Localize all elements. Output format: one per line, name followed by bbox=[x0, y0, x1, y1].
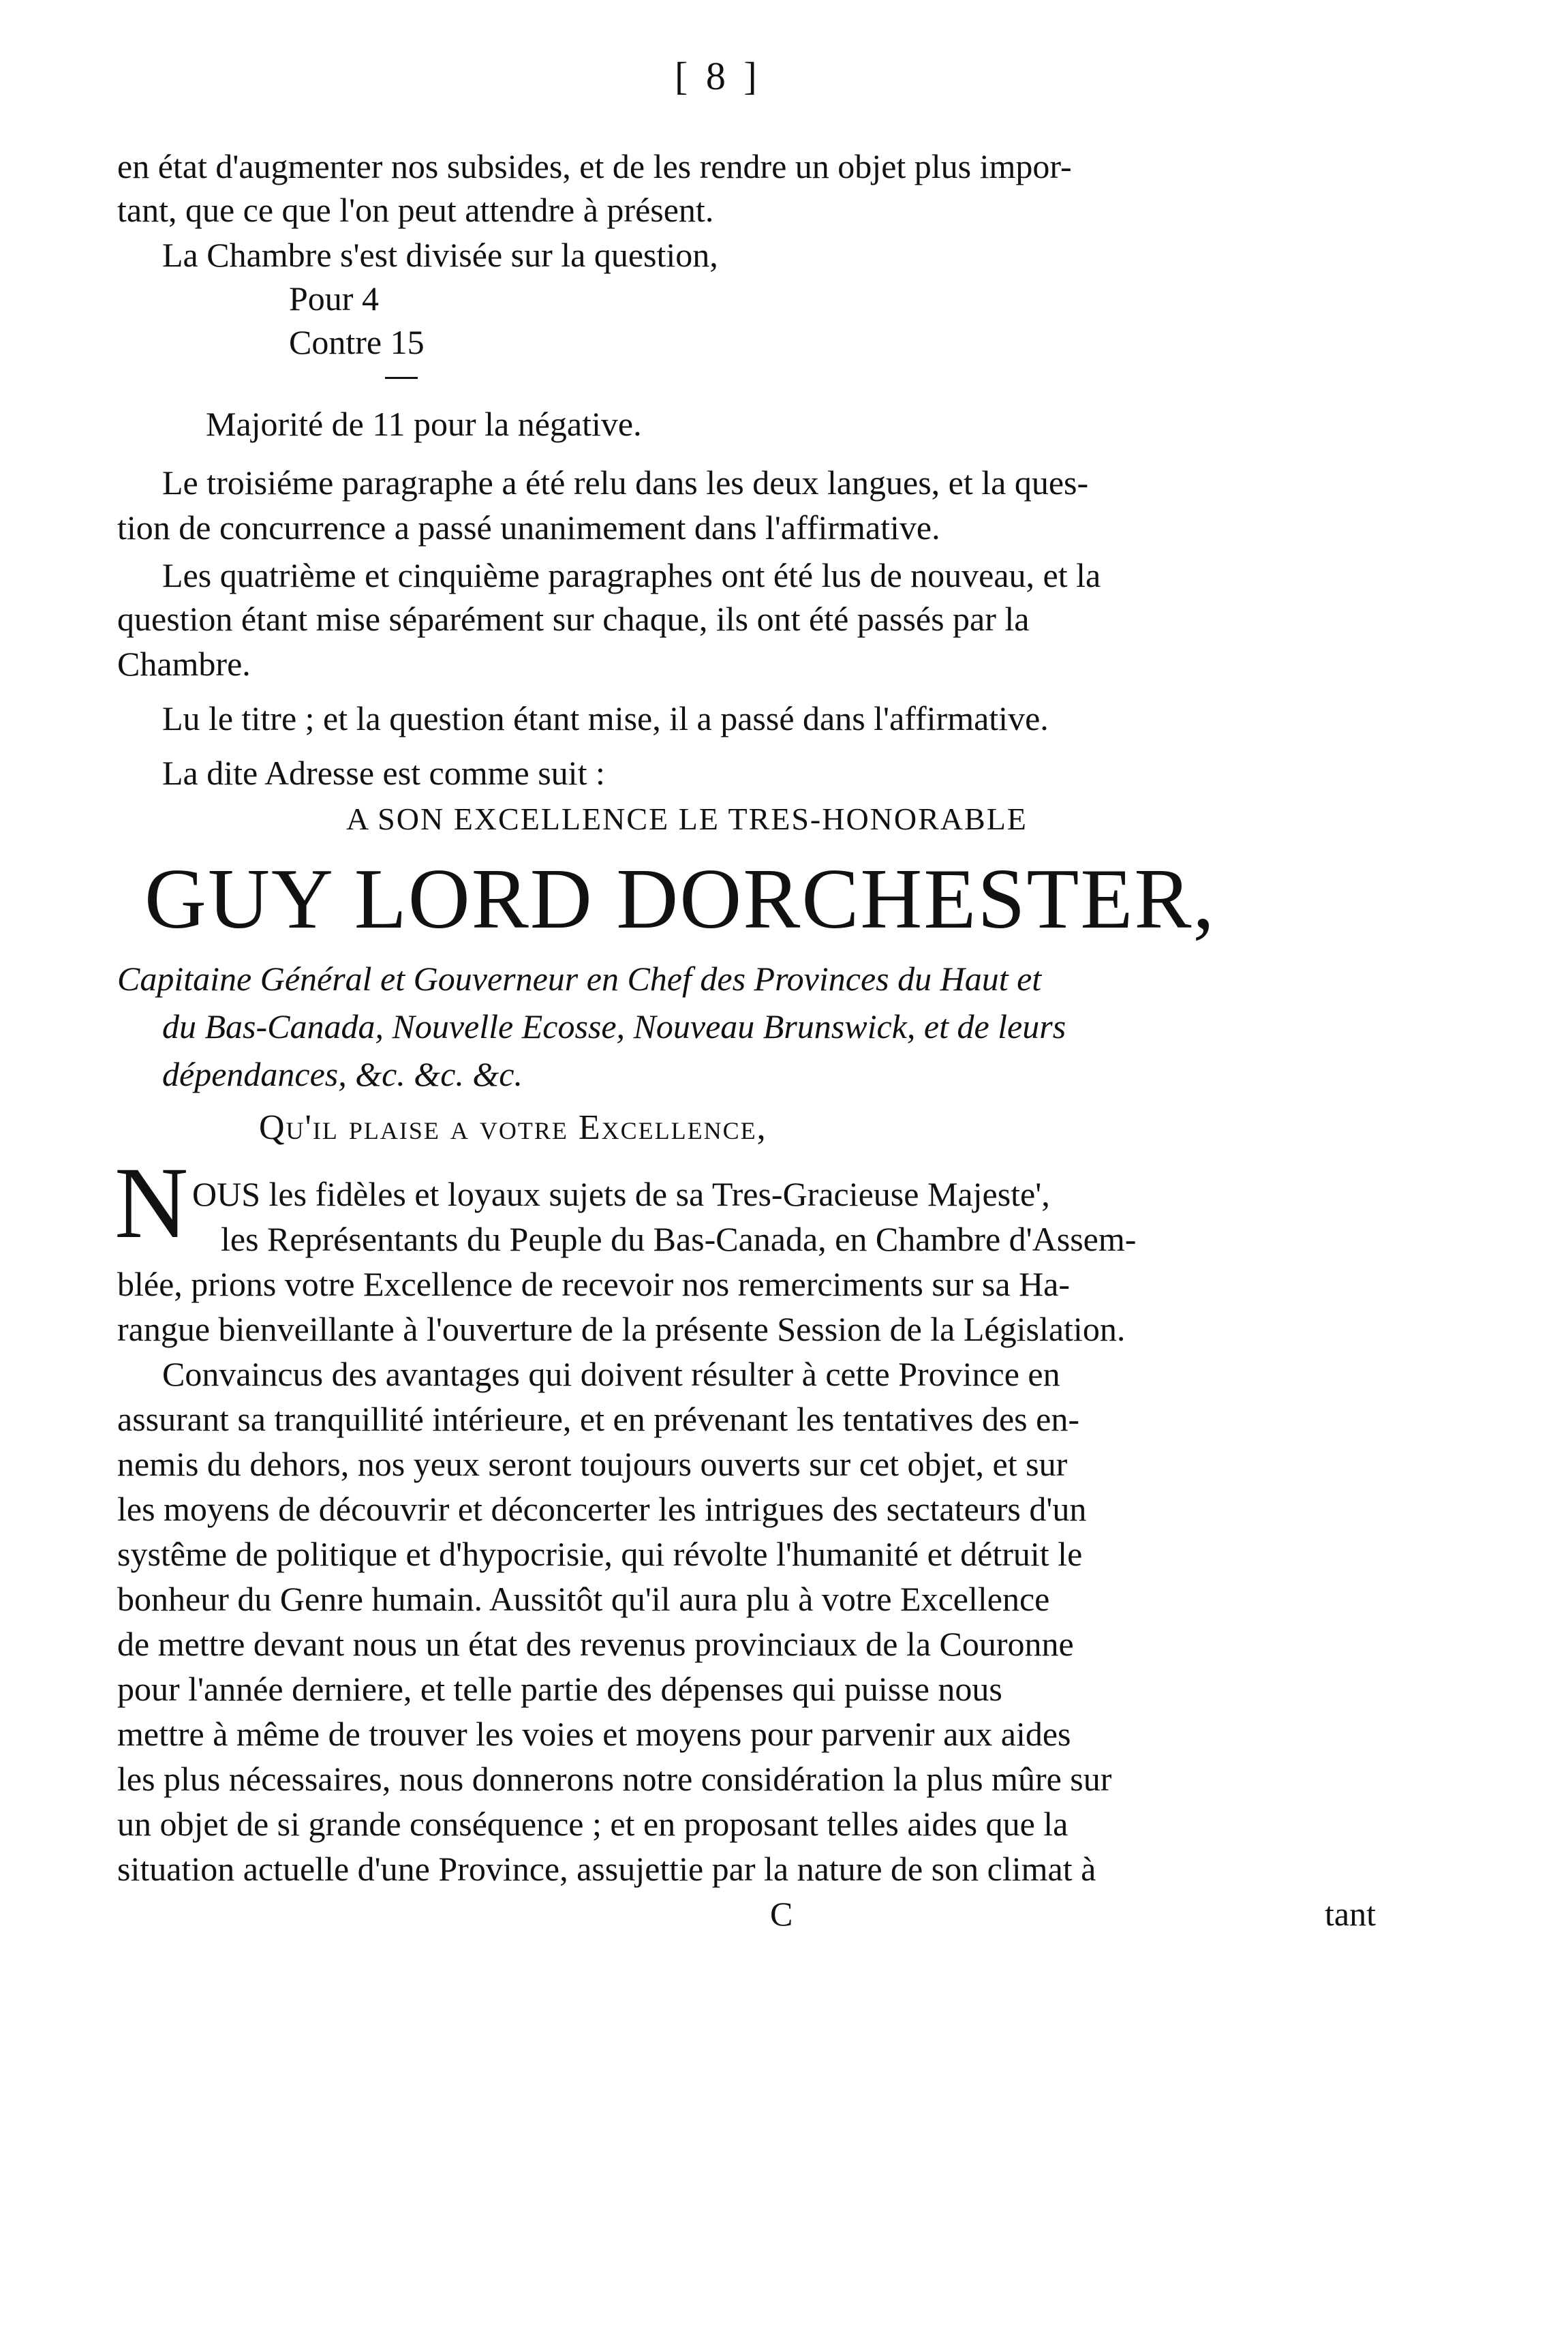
third-paragraph-line-1: Le troisiéme paragraphe a été relu dans les deux langues, et la ques- bbox=[162, 463, 1089, 502]
body-line-2: les Représentants du Peuple du Bas-Canada, en Chambre d'Assem- bbox=[221, 1220, 1137, 1258]
body-line-6: assurant sa tranquillité intérieure, et en prévenant les tentatives des en- bbox=[117, 1400, 1079, 1438]
addressee-name: GUY LORD DORCHESTER, bbox=[144, 852, 1216, 947]
body-line-7: nemis du dehors, nos yeux seront toujours ouverts sur cet objet, et sur bbox=[117, 1445, 1068, 1483]
body-line-10: bonheur du Genre humain. Aussitôt qu'il aura plu à votre Excellence bbox=[117, 1580, 1050, 1618]
body-line-9: systême de politique et d'hypocrisie, qui révolte l'humanité et détruit le bbox=[117, 1535, 1083, 1573]
page-number: [ 8 ] bbox=[675, 54, 761, 98]
body-line-8: les moyens de découvrir et déconcerter les intrigues des sectateurs d'un bbox=[117, 1490, 1087, 1528]
tally-rule bbox=[385, 377, 418, 379]
signature-mark: C bbox=[770, 1895, 793, 1933]
vote-contre: Contre 15 bbox=[289, 323, 425, 361]
vote-pour: Pour 4 bbox=[289, 279, 379, 318]
body-line-15: un objet de si grande conséquence ; et en proposant telles aides que la bbox=[117, 1805, 1069, 1843]
fourth-paragraph-line-2: question étant mise séparément sur chaque, ils ont été passés par la bbox=[117, 600, 1030, 638]
body-line-16: situation actuelle d'une Province, assujettie par la nature de son climat à bbox=[117, 1850, 1096, 1888]
body-line-14: les plus nécessaires, nous donnerons notre considération la plus mûre sur bbox=[117, 1760, 1112, 1798]
address-to-line: A SON EXCELLENCE LE TRES-HONORABLE bbox=[346, 802, 1028, 836]
address-intro: La dite Adresse est comme suit : bbox=[162, 754, 605, 792]
salutation: Qu'il plaise a votre Excellence, bbox=[259, 1108, 767, 1147]
vote-majority: Majorité de 11 pour la négative. bbox=[206, 405, 642, 443]
body-line-13: mettre à même de trouver les voies et moyens pour parvenir aux aides bbox=[117, 1715, 1071, 1753]
addressee-styles-line-2: du Bas-Canada, Nouvelle Ecosse, Nouveau Brunswick, et de leurs bbox=[162, 1007, 1066, 1046]
vote-intro: La Chambre s'est divisée sur la question, bbox=[162, 236, 718, 274]
fourth-paragraph-line-1: Les quatrième et cinquième paragraphes ont été lus de nouveau, et la bbox=[162, 556, 1101, 594]
body-line-12: pour l'année derniere, et telle partie des dépenses qui puisse nous bbox=[117, 1670, 1002, 1708]
third-paragraph-line-2: tion de concurrence a passé unanimement dans l'affirmative. bbox=[117, 508, 940, 547]
fourth-paragraph-line-3: Chambre. bbox=[117, 645, 251, 683]
body-line-1: OUS les fidèles et loyaux sujets de sa Tres-Gracieuse Majeste', bbox=[192, 1175, 1050, 1213]
body-line-11: de mettre devant nous un état des revenus provinciaux de la Couronne bbox=[117, 1625, 1074, 1663]
opening-line-1: en état d'augmenter nos subsides, et de les rendre un objet plus impor- bbox=[117, 147, 1072, 185]
opening-line-2: tant, que ce que l'on peut attendre à présent. bbox=[117, 191, 714, 229]
body-line-3: blée, prions votre Excellence de recevoir nos remerciments sur sa Ha- bbox=[117, 1265, 1071, 1303]
drop-cap: N bbox=[114, 1146, 189, 1260]
body-line-4: rangue bienveillante à l'ouverture de la présente Session de la Législation. bbox=[117, 1310, 1126, 1348]
addressee-styles-line-3: dépendances, &c. &c. &c. bbox=[162, 1055, 523, 1093]
addressee-styles-line-1: Capitaine Général et Gouverneur en Chef des Provinces du Haut et bbox=[117, 960, 1042, 998]
title-read-line: Lu le titre ; et la question étant mise, il a passé dans l'affirmative. bbox=[162, 699, 1049, 737]
body-line-5: Convaincus des avantages qui doivent résulter à cette Province en bbox=[162, 1355, 1060, 1393]
catchword: tant bbox=[1325, 1895, 1376, 1933]
